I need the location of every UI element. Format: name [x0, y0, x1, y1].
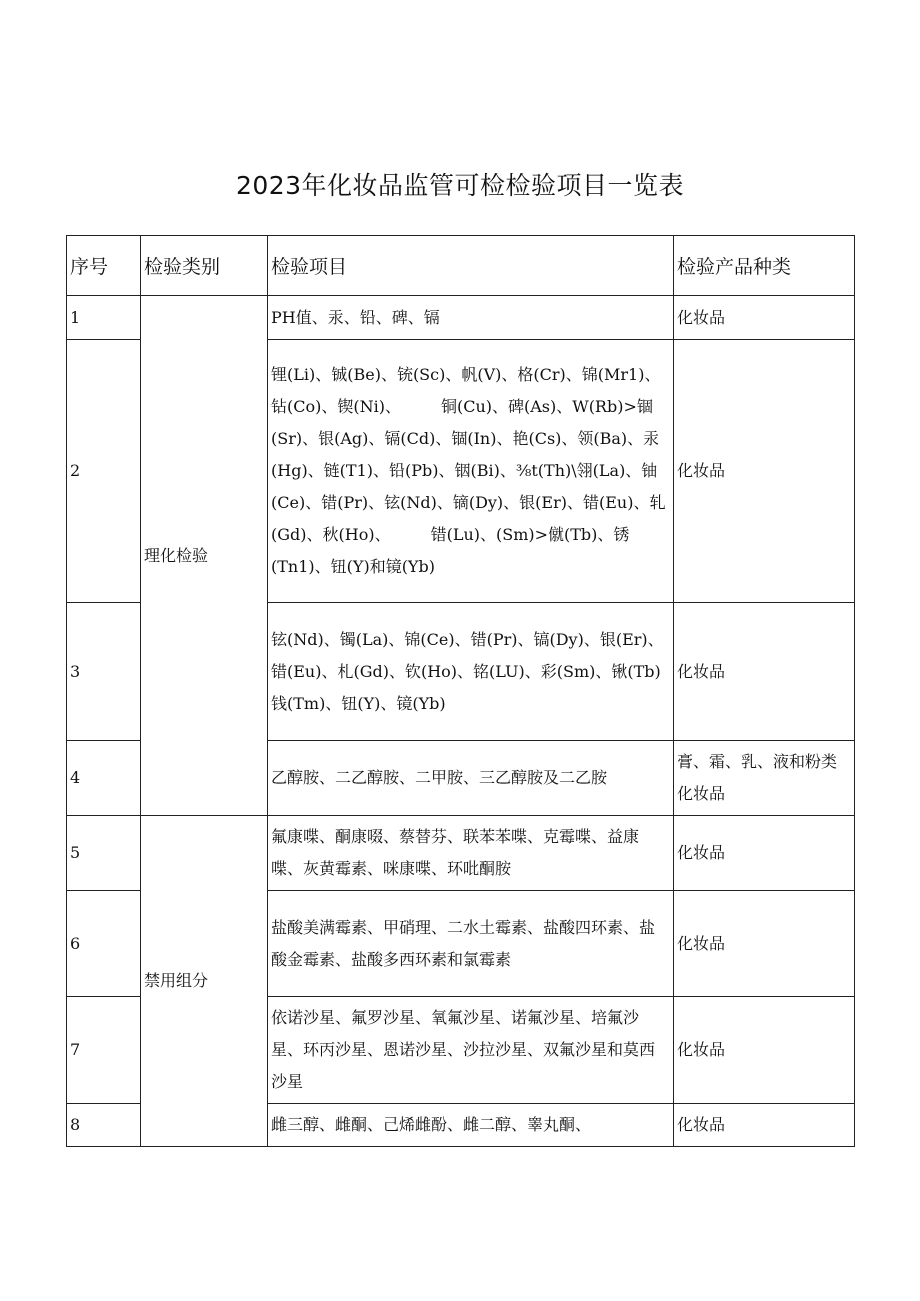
category-cell-physchem: 理化检验 — [141, 296, 268, 816]
row-product-type: 化妆品 — [674, 997, 855, 1104]
row-product-type: 化妆品 — [674, 296, 855, 340]
header-category: 检验类别 — [141, 236, 268, 296]
row-no: 4 — [67, 741, 141, 816]
row-product-type: 化妆品 — [674, 891, 855, 997]
row-item: 铉(Nd)、镯(La)、锦(Ce)、错(Pr)、镐(Dy)、银(Er)、错(Eu)、札(Gd)、钦(Ho)、铭(LU)、彩(Sm)、锹(Tb)钱(Tm)、钮(Y)、镜(Yb) — [268, 603, 674, 741]
category-cell-banned: 禁用组分 — [141, 816, 268, 1147]
row-product-type: 化妆品 — [674, 340, 855, 603]
table-row — [67, 816, 855, 891]
row-item: 氟康喋、酮康啜、蔡替芬、联苯苯喋、克霉喋、益康喋、灰黄霉素、咪康喋、环吡酮胺 — [268, 816, 674, 891]
row-product-type: 化妆品 — [674, 603, 855, 741]
row-no: 7 — [67, 997, 141, 1104]
row-item: PH值、汞、铅、碑、镉 — [268, 296, 674, 340]
row-item: 乙醇胺、二乙醇胺、二甲胺、三乙醇胺及二乙胺 — [268, 741, 674, 816]
table-row — [67, 296, 855, 340]
row-product-type: 化妆品 — [674, 816, 855, 891]
header-item: 检验项目 — [268, 236, 674, 296]
row-item: 锂(Li)、铖(Be)、铳(Sc)、帆(V)、格(Cr)、锦(Mr1)、钻(Co)、锲(Ni)、 铜(Cu)、碑(As)、W(Rb)>锢(Sr)、银(Ag)、镉(Cd)、锢(In)、艳(Cs)、领(Ba)、汞(Hg)、链(T1)、铅(Pb)、铟(Bi)、⅜t(Th)\翎(La)、铀(Ce)、错(Pr)、铉(Nd)、镝(Dy)、银(Er)、错(Eu)、轧(Gd)、秋(Ho)、 错(Lu)、(Sm)>僦(Tb)、锈(Tn1)、钮(Y)和镜(Yb) — [268, 340, 674, 603]
row-no: 3 — [67, 603, 141, 741]
row-item: 雌三醇、雌酮、己烯雌酚、雌二醇、睾丸酮、 — [268, 1104, 674, 1147]
row-no: 1 — [67, 296, 141, 340]
inspection-items-table — [66, 235, 855, 1147]
row-no: 2 — [67, 340, 141, 603]
header-no: 序号 — [67, 236, 141, 296]
row-product-type: 化妆品 — [674, 1104, 855, 1147]
page-title: 2023年化妆品监管可检检验项目一览表 — [235, 171, 685, 200]
table-header-row — [67, 236, 855, 296]
header-product-type: 检验产品种类 — [674, 236, 855, 296]
row-no: 6 — [67, 891, 141, 997]
row-product-type: 膏、霜、乳、液和粉类化妆品 — [674, 741, 855, 816]
row-item: 依诺沙星、氟罗沙星、氧氟沙星、诺氟沙星、培氟沙星、环丙沙星、恩诺沙星、沙拉沙星、双氟沙星和莫西沙星 — [268, 997, 674, 1104]
row-no: 5 — [67, 816, 141, 891]
row-item: 盐酸美满霉素、甲硝理、二水土霉素、盐酸四环素、盐酸金霉素、盐酸多西环素和氯霉素 — [268, 891, 674, 997]
row-no: 8 — [67, 1104, 141, 1147]
